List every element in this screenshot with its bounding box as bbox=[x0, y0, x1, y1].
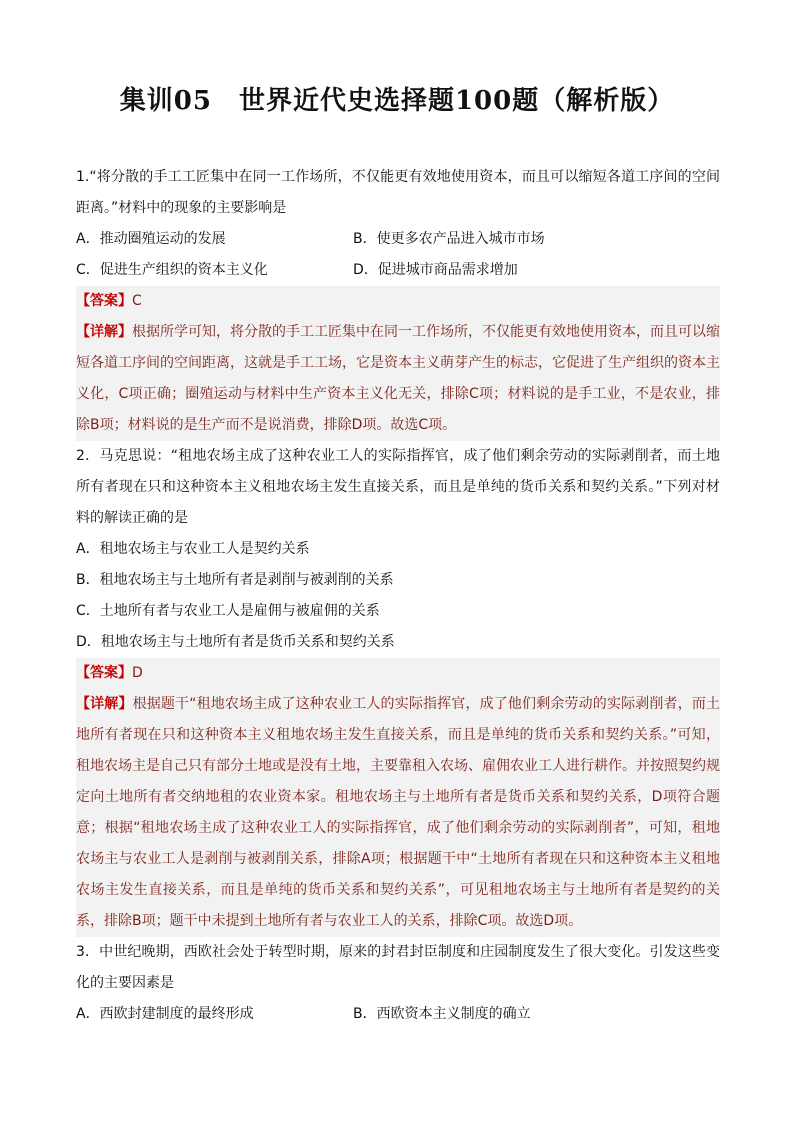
explanation bbox=[76, 317, 720, 441]
explanation-text: 根据题干“租地农场主成了这种农业工人的实际指挥官，成了他们剩余劳动的实际剥削者，而土地所有者现在只和这种资本主义租地农场主发生直接关系，而且是单纯的货币关系和契约关系。”可知，租地农场主是自己只有部分土地或是没有土地，主要靠租入农场、雇佣农业工人进行耕作。并按照契约规定向土地所有者交纳地租的农业资本家。租地农场主与土地所有者是货币关系和契约关系，D项符合题意；根据“租地农场主成了这种农业工人的实际指挥官，成了他们剩余劳动的实际剥削者”，可知，租地农场主与农业工人是剥削与被剥削关系，排除A项；根据题干中“土地所有者现在只和这种资本主义租地农场主发生直接关系，而且是单纯的货币关系和契约关系”，可见租地农场主与土地所有者是契约的关系，排除B项；题干中未提到土地所有者与农业工人的关系，排除C项。故选D项。 bbox=[76, 696, 720, 929]
question-1-options-row-2 bbox=[76, 255, 720, 286]
option-c: C．土地所有者与农业工人是雇佣与被雇佣的关系 bbox=[76, 603, 380, 619]
option-c: C．促进生产组织的资本主义化 bbox=[76, 262, 268, 278]
answer-value: D bbox=[132, 665, 143, 681]
option-a: A．租地农场主与农业工人是契约关系 bbox=[76, 541, 310, 557]
page-title: 集训05 世界近代史选择题100题（解析版） bbox=[119, 86, 675, 116]
answer-tag: 【答案】 bbox=[76, 665, 132, 681]
answer-line bbox=[76, 658, 720, 689]
question-3-stem: 3．中世纪晚期，西欧社会处于转型时期，原来的封君封臣制度和庄园制度发生了很大变化。引发这些变化的主要因素是 bbox=[76, 944, 720, 991]
question-1-stem: 1.“将分散的手工工匠集中在同一工作场所，不仅能更有效地使用资本，而且可以缩短各道工序间的空间距离。”材料中的现象的主要影响是 bbox=[76, 169, 720, 216]
question-1-solution bbox=[76, 286, 720, 441]
option-b: B．租地农场主与土地所有者是剥削与被剥削的关系 bbox=[76, 572, 394, 588]
option-b: B．使更多农产品进入城市市场 bbox=[353, 231, 545, 247]
detail-tag: 【详解】 bbox=[76, 324, 132, 340]
question-3-options-row-1 bbox=[76, 999, 720, 1030]
option-d: D．租地农场主与土地所有者是货币关系和契约关系 bbox=[76, 634, 395, 650]
option-b: B．西欧资本主义制度的确立 bbox=[353, 1006, 531, 1022]
option-a: A．推动圈殖运动的发展 bbox=[76, 231, 226, 247]
question-list bbox=[76, 162, 720, 1030]
explanation-text: 根据所学可知，将分散的手工工匠集中在同一工作场所，不仅能更有效地使用资本，而且可以缩短各道工序间的空间距离，这就是手工工场，它是资本主义萌芽产生的标志，它促进了生产组织的资本主义化，C项正确；圈殖运动与材料中生产资本主义化无关，排除C项；材料说的是手工业，不是农业，排除B项；材料说的是生产而不是说消费，排除D项。故选C项。 bbox=[76, 324, 720, 433]
detail-tag: 【详解】 bbox=[76, 696, 133, 712]
explanation bbox=[76, 689, 720, 937]
question-1-options-row-1 bbox=[76, 224, 720, 255]
answer-tag: 【答案】 bbox=[76, 293, 132, 309]
answer-value: C bbox=[132, 293, 142, 309]
option-d: D．促进城市商品需求增加 bbox=[353, 262, 518, 278]
option-a: A．西欧封建制度的最终形成 bbox=[76, 1006, 254, 1022]
question-2-solution bbox=[76, 658, 720, 937]
answer-line bbox=[76, 286, 720, 317]
question-2-stem: 2．马克思说：“租地农场主成了这种农业工人的实际指挥官，成了他们剩余劳动的实际剥削者，而土地所有者现在只和这种资本主义租地农场主发生直接关系，而且是单纯的货币关系和契约关系。”下列对材料的解读正确的是 bbox=[76, 448, 720, 526]
